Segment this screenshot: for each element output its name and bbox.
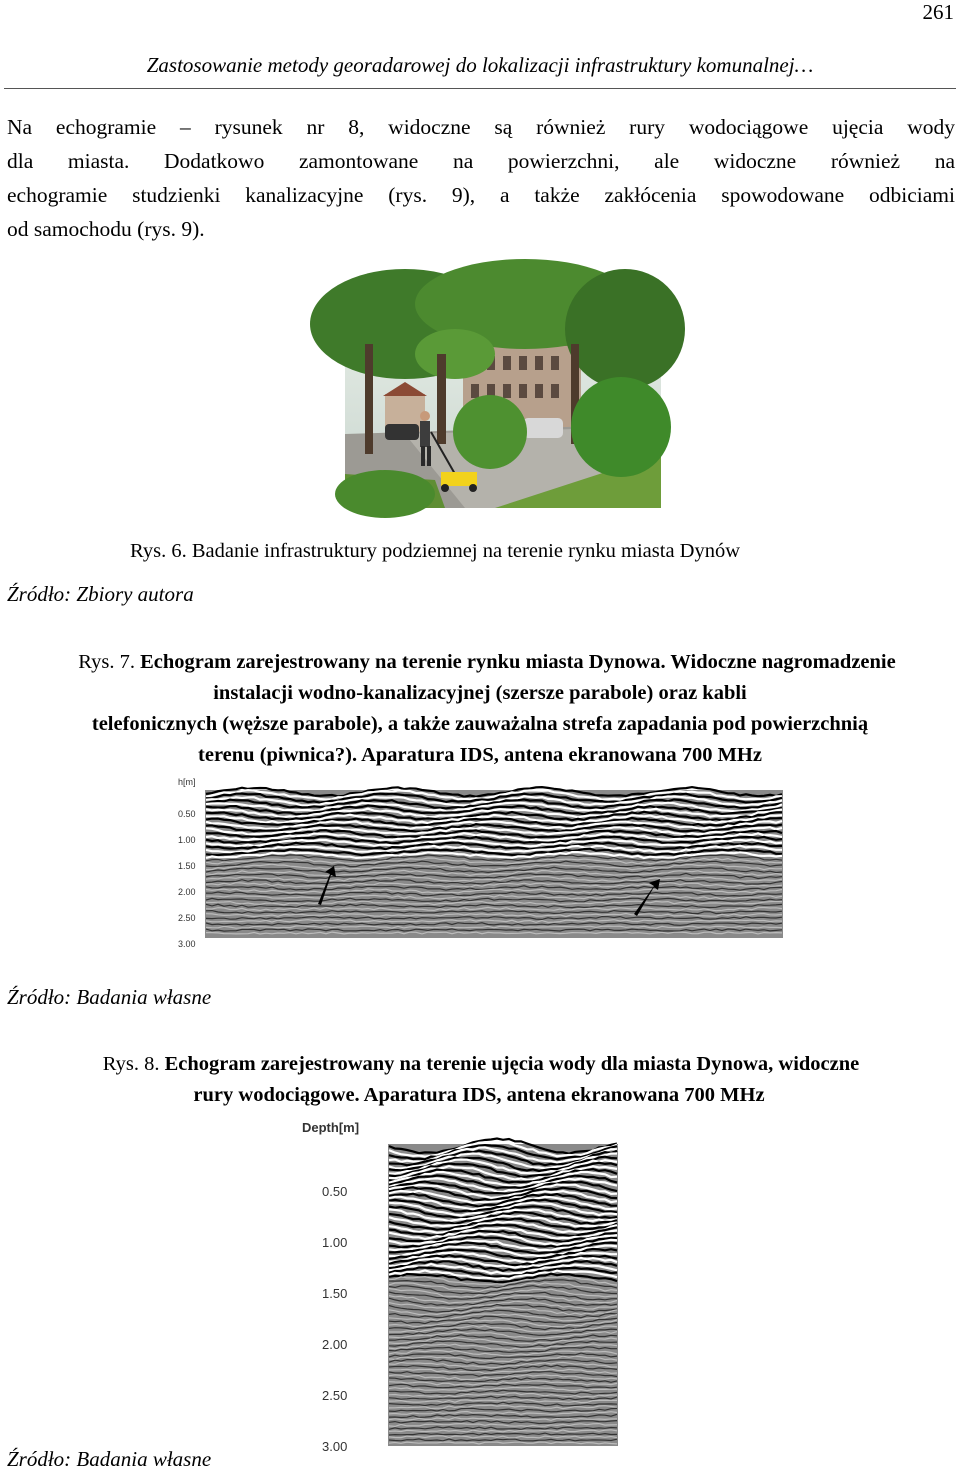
figure8-caption-label: Rys. 8. (102, 1053, 160, 1075)
survey-photo (345, 284, 661, 508)
page-number: 261 (922, 0, 954, 24)
depth-tick-label: 2.00 (178, 887, 196, 897)
figure7-source: Źródło: Badania własne (7, 985, 212, 1009)
figure8-source: Źródło: Badania własne (7, 1447, 212, 1471)
header-rule (4, 88, 956, 89)
depth-tick-label: 0.50 (178, 809, 196, 819)
running-header: Zastosowanie metody georadarowej do lokalizacji infrastruktury komunalnej… (146, 53, 814, 77)
depth-tick-label: 2.00 (322, 1337, 348, 1352)
figure6-source: Źródło: Zbiory autora (7, 582, 194, 606)
depth-tick-label: 1.00 (178, 835, 196, 845)
paragraph-line-1: Na echogramie – rysunek nr 8, widoczne są również rury wodociągowe ujęcia wody (7, 115, 955, 139)
echogram-figure8 (296, 1116, 620, 1454)
depth-tick-label: 0.50 (322, 1184, 348, 1199)
figure8-caption (0, 1049, 960, 1111)
figure7-caption-label: Rys. 7. (78, 651, 135, 673)
figure7-caption-line-4: terenu (piwnica?). Aparatura IDS, antena ekranowana 700 MHz (198, 744, 762, 766)
depth-tick-label: 1.50 (178, 861, 196, 871)
paragraph-line-3: echogramie studzienki kanalizacyjne (rys. 9), a także zakłócenia spowodowane odbiciami (7, 183, 955, 207)
figure7-caption-line-3: telefonicznych (węższe parabole), a także zauważalna strefa zapadania pod powierzchnią (91, 713, 869, 735)
paragraph-line-2: dla miasta. Dodatkowo zamontowane na powierzchni, ale widoczne również na (7, 149, 955, 173)
depth-tick-label: 1.50 (322, 1286, 348, 1301)
figure8-caption-line-1: Echogram zarejestrowany na terenie ujęcia wody dla miasta Dynowa, widoczne (164, 1053, 860, 1075)
figure6-caption: Rys. 6. Badanie infrastruktury podziemnej na terenie rynku miasta Dynów (130, 540, 741, 562)
figure8-axis-title: Depth[m] (302, 1120, 360, 1135)
depth-tick-label: 3.00 (178, 939, 196, 949)
paragraph-line-4: od samochodu (rys. 9). (7, 217, 205, 241)
depth-tick-label: 1.00 (322, 1235, 348, 1250)
figure8-caption-line-2: rury wodociągowe. Aparatura IDS, antena ekranowana 700 MHz (193, 1084, 765, 1106)
echogram-figure7 (176, 774, 786, 949)
depth-tick-label: 3.00 (322, 1439, 348, 1454)
figure7-axis-title: h[m] (178, 777, 196, 787)
depth-tick-label: 2.50 (322, 1388, 348, 1403)
figure7-caption-line-1: Echogram zarejestrowany na terenie rynku miasta Dynowa. Widoczne nagromadzenie (140, 651, 896, 673)
figure7-caption-line-2: instalacji wodno-kanalizacyjnej (szersze parabole) oraz kabli (213, 682, 747, 704)
depth-tick-label: 2.50 (178, 913, 196, 923)
figure7-caption (0, 647, 960, 771)
